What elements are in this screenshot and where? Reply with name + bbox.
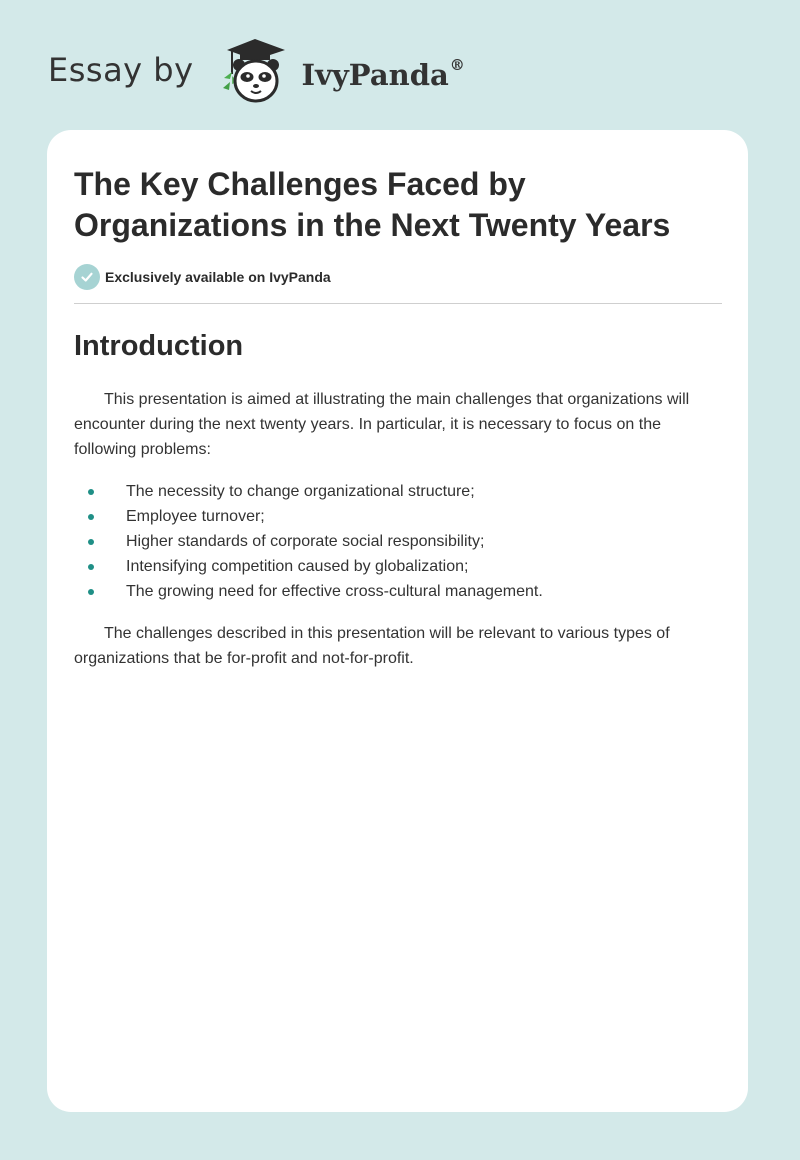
list-item xyxy=(74,504,722,529)
exclusive-badge xyxy=(74,264,722,290)
bullet-dot-icon xyxy=(88,489,94,495)
bullet-dot-icon xyxy=(88,514,94,520)
list-item-text: The necessity to change organizational structure; xyxy=(126,483,475,500)
intro-paragraph: This presentation is aimed at illustrating the main challenges that organizations will encounter during the next twenty years. In particular, it is necessary to focus on the following problems: xyxy=(74,391,690,458)
section-heading-introduction: Introduction xyxy=(74,330,244,362)
bullet-dot-icon xyxy=(88,539,94,545)
bullet-dot-icon xyxy=(88,589,94,595)
challenges-list xyxy=(74,479,722,604)
list-item-text: Higher standards of corporate social responsibility; xyxy=(126,533,485,550)
check-circle-icon xyxy=(74,264,100,290)
list-item xyxy=(74,579,722,604)
essay-card xyxy=(47,130,748,1112)
list-item-text: Employee turnover; xyxy=(126,508,265,525)
closing-paragraph: The challenges described in this presentation will be relevant to various types of organizations that be for-profit and not-for-profit. xyxy=(74,625,670,667)
brand-name[interactable]: IvyPanda® xyxy=(301,56,465,92)
title-divider xyxy=(74,303,722,304)
essay-by-label: Essay by xyxy=(48,51,194,89)
list-item xyxy=(74,479,722,504)
list-item xyxy=(74,529,722,554)
list-item-text: The growing need for effective cross-cultural management. xyxy=(126,583,543,600)
essay-title: The Key Challenges Faced by Organizations in the Next Twenty Years xyxy=(74,166,671,243)
bullet-dot-icon xyxy=(88,564,94,570)
registered-mark: ® xyxy=(449,56,465,74)
panda-logo-icon[interactable] xyxy=(210,36,300,108)
site-header xyxy=(48,36,465,108)
list-item-text: Intensifying competition caused by globalization; xyxy=(126,558,469,575)
list-item xyxy=(74,554,722,579)
exclusive-badge-text: Exclusively available on IvyPanda xyxy=(105,269,331,285)
